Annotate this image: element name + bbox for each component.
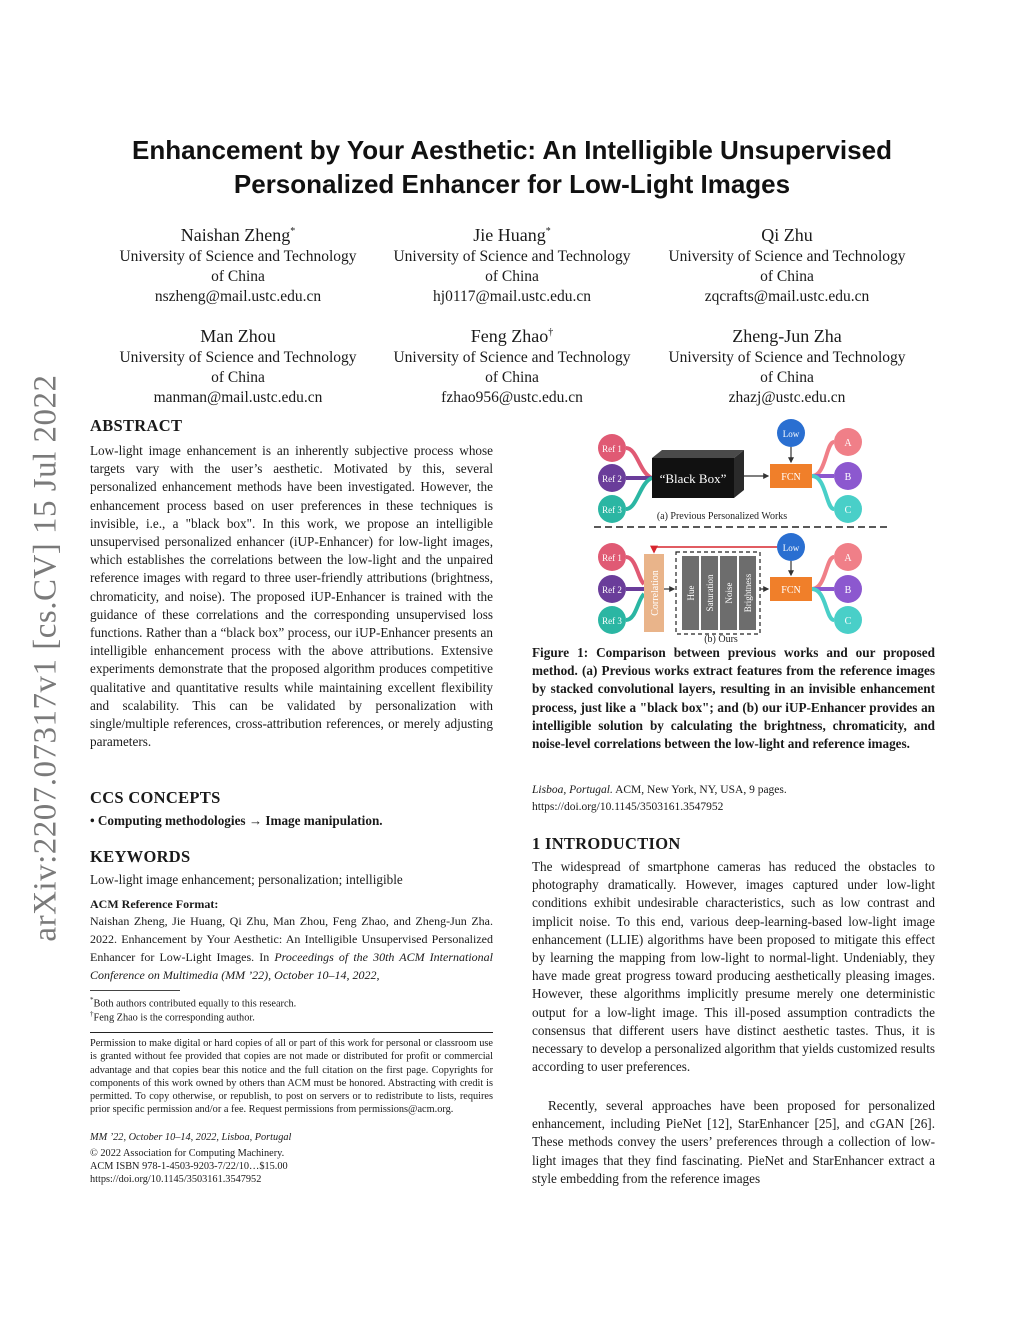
author-affiliation: University of Science and Technology [393, 248, 631, 265]
author-email[interactable]: zqcrafts@mail.ustc.edu.cn [704, 288, 870, 305]
author-block [377, 321, 647, 408]
author-email[interactable]: hj0117@mail.ustc.edu.cn [433, 288, 591, 305]
author-name: Qi Zhu [761, 225, 813, 245]
author-affiliation: of China [211, 369, 265, 386]
ccs-heading: CCS CONCEPTS [90, 788, 221, 807]
author-mark: * [290, 226, 296, 237]
author-affiliation: University of Science and Technology [119, 248, 357, 265]
author-affiliation: of China [760, 268, 814, 285]
author-block [652, 220, 922, 307]
black-box [652, 450, 744, 498]
doi-line[interactable]: https://doi.org/10.1145/3503161.3547952 [90, 1174, 262, 1185]
author-name: Feng Zhao [470, 326, 549, 346]
keywords-text: Low-light image enhancement; personalization; intelligible [90, 872, 403, 887]
output-b-label-a: B [844, 472, 852, 483]
ref1-label-a: Ref 1 [602, 444, 622, 454]
author-affiliation: of China [485, 369, 539, 386]
attr-saturation-label: Saturation [705, 574, 715, 612]
author-block [652, 321, 922, 408]
author-block [377, 220, 647, 307]
author-mark: † [548, 327, 554, 338]
output-a-label-b: A [844, 553, 852, 564]
acm-ref-location: Lisboa, Portugal. [532, 784, 613, 796]
panel-b-caption: (b) Ours [704, 634, 738, 645]
author-block [103, 220, 373, 307]
venue-line: MM ’22, October 10–14, 2022, Lisboa, Portugal [90, 1132, 292, 1143]
author-affiliation: University of Science and Technology [668, 248, 906, 265]
attr-hue-label: Hue [686, 585, 696, 601]
title-line-2: Personalized Enhancer for Low-Light Images [233, 169, 791, 199]
ref1-link-b [626, 557, 644, 584]
footnote-rule [90, 990, 180, 991]
out-a-link-b [812, 557, 834, 589]
author-email[interactable]: manman@mail.ustc.edu.cn [153, 389, 323, 406]
ref3-label-b: Ref 3 [602, 616, 622, 626]
acm-ref-body: Naishan Zheng, Jie Huang, Qi Zhu, Man Zhou, Feng Zhao, and Zheng-Jun Zha. 2022. Enhancement by Your Aesthetic: An Intelligible Unsupervised Personalized Enhancer for Low-Light Images. In [90, 914, 493, 964]
low-to-correlation-arrow [654, 547, 777, 552]
acm-ref-proceedings: Proceedings of the 30th ACM International Conference on Multimedia (MM ’22), October 10–14, 2022, [90, 950, 493, 982]
footnote-equal-text: Both authors contributed equally to this research. [93, 998, 297, 1010]
output-c-label-a: C [844, 505, 852, 516]
intro-paragraph-2: Recently, several approaches have been proposed for personalized enhancement, including PieNet [12], StarEnhancer [25], and cGAN [26]. These methods convey the users’ preferences through a collection of low-light images that they find fascinating. PieNet and StarEnhancer extract a style embedding from the reference images [532, 1098, 935, 1186]
ref1-link-a [626, 448, 652, 478]
abstract-text: Low-light image enhancement is an inherently subjective process whose targets vary with the user’s aesthetic. Motivated by this, several personalized enhancement methods have been investigated. However, the enhancement process based on user preferences in these techniques is invisible, i.e., a "black box". In this work, we propose an intelligible unsupervised personalized enhancer (iUP-Enhancer) for low-light images, which establishes the correlations between the low-light and the unpaired reference images with regard to three user-friendly attributions (brightness, chromaticity, and noise). The proposed iUP-Enhancer is trained with the guidance of these correlations and the corresponding unsupervised loss functions. Rather than a “black box” process, our iUP-Enhancer presents an intelligible enhancement process with the above attributions. Extensive experiments demonstrate that the proposed algorithm produces competitive qualitative and quantitative results while maintaining excellent flexibility and scalability. This can be validated by personalization with single/multiple references, cross-attribution references, or merely adjusting parameters. [90, 443, 493, 750]
black-box-label: “Black Box” [659, 471, 727, 486]
acm-ref-text [90, 912, 493, 984]
ref3-label-a: Ref 3 [602, 505, 622, 515]
fcn-label-a: FCN [781, 472, 801, 483]
title-line-1: Enhancement by Your Aesthetic: An Intelligible Unsupervised [132, 135, 892, 165]
author-affiliation: University of Science and Technology [393, 349, 631, 366]
author-mark: * [545, 226, 551, 237]
author-affiliation: of China [485, 268, 539, 285]
out-c-link-a [812, 476, 834, 509]
permission-text: Permission to make digital or hard copies of all or part of this work for personal or classroom use is granted without fee provided that copies are not made or distributed for profit or commercial advantage and that copies bear this notice and the full citation on the first page. Copyrights for components of this work owned by others than ACM must be honored. Abstracting with credit is permitted. To copy otherwise, or republish, to post on servers or to redistribute to lists, requires prior specific permission and/or a fee. Request permissions from permissions@acm.org. [90, 1038, 493, 1116]
ref3-link-a [626, 478, 652, 509]
arxiv-stamp [28, 370, 64, 945]
ref2-label-a: Ref 2 [602, 474, 622, 484]
author-email[interactable]: zhazj@ustc.edu.cn [728, 389, 846, 406]
output-c-label-b: C [844, 616, 852, 627]
author-affiliation: University of Science and Technology [668, 349, 906, 366]
attr-noise-label: Noise [724, 582, 734, 604]
author-email[interactable]: fzhao956@ustc.edu.cn [441, 389, 583, 406]
permission-rule [90, 1032, 493, 1033]
out-a-link-a [812, 442, 834, 476]
low-label-b: Low [782, 543, 800, 553]
figure-1-caption: Figure 1: Comparison between previous works and our proposed method. (a) Previous works extract features from the reference images by stacked convolutional layers, resulting in an invisible enhancement process, just like a "black box"; and (b) our iUP-Enhancer provides an intelligible solution by calculating the brightness, chromaticity, and noise-level correlations between the low-light and reference images. [532, 645, 935, 752]
low-label-a: Low [782, 429, 800, 439]
panel-a [598, 419, 862, 523]
paper-title [70, 133, 954, 201]
intro-heading: 1 INTRODUCTION [532, 834, 681, 853]
author-affiliation: of China [760, 369, 814, 386]
author-affiliation: of China [211, 268, 265, 285]
ref2-label-b: Ref 2 [602, 585, 622, 595]
acm-ref-heading: ACM Reference Format: [90, 897, 219, 911]
ref3-link-b [626, 594, 644, 620]
figure-1-diagram [532, 414, 936, 646]
keywords-heading: KEYWORDS [90, 847, 191, 866]
footnote-corr-text: Feng Zhao is the corresponding author. [93, 1012, 255, 1024]
author-affiliation: University of Science and Technology [119, 349, 357, 366]
arxiv-stamp-text: arXiv:2207.07317v1 [cs.CV] 15 Jul 2022 [27, 373, 64, 942]
isbn-line: ACM ISBN 978-1-4503-9203-7/22/10…$15.00 [90, 1161, 288, 1172]
acm-ref-publisher[interactable]: ACM, New York, NY, USA, 9 pages. https://doi.org/10.1145/3503161.3547952 [532, 784, 787, 813]
panel-a-caption: (a) Previous Personalized Works [656, 511, 788, 522]
output-b-label-b: B [844, 585, 852, 596]
author-block [103, 321, 373, 408]
output-a-label-a: A [844, 438, 852, 449]
out-c-link-b [812, 589, 834, 620]
author-name: Zheng-Jun Zha [732, 326, 842, 346]
acm-ref-continuation [532, 782, 935, 816]
footnote-corr: †Feng Zhao is the corresponding author. [90, 1010, 255, 1024]
ccs-text: • Computing methodologies → Image manipulation. [90, 813, 383, 828]
correlation-label: Correlation [650, 570, 661, 616]
footnote-equal: *Both authors contributed equally to this research. [90, 996, 297, 1010]
fcn-label-b: FCN [781, 585, 801, 596]
author-name: Naishan Zheng [180, 225, 291, 245]
panel-b [598, 533, 862, 645]
intro-paragraph-1: The widespread of smartphone cameras has reduced the obstacles to photography dramatically. However, images captured under low-light conditions exhibit undesirable characteristics, such as low contrast and implicit noise. To this end, various deep-learning-based low-light image enhancement (LLIE) algorithms have been proposed to mitigate this effect by learning the mapping from low-light to normal-light. Undeniably, they have made great progress toward producing aesthetically pleasing images. However, these algorithms implicitly presume merely one deterministic output for a low-light image. This ill-posed assumption contradicts the consensus that different users have distinct aesthetic tastes. Thus, it is necessary to develop a personalized algorithm that yields customized results according to user preferences. [532, 859, 935, 1075]
ref1-label-b: Ref 1 [602, 553, 622, 563]
author-email[interactable]: nszheng@mail.ustc.edu.cn [154, 288, 322, 305]
abstract-heading: ABSTRACT [90, 416, 183, 435]
attr-brightness-label: Brightness [743, 573, 753, 613]
author-name: Man Zhou [200, 326, 276, 346]
author-name: Jie Huang [473, 225, 546, 245]
copyright-line: © 2022 Association for Computing Machinery. [90, 1148, 285, 1159]
